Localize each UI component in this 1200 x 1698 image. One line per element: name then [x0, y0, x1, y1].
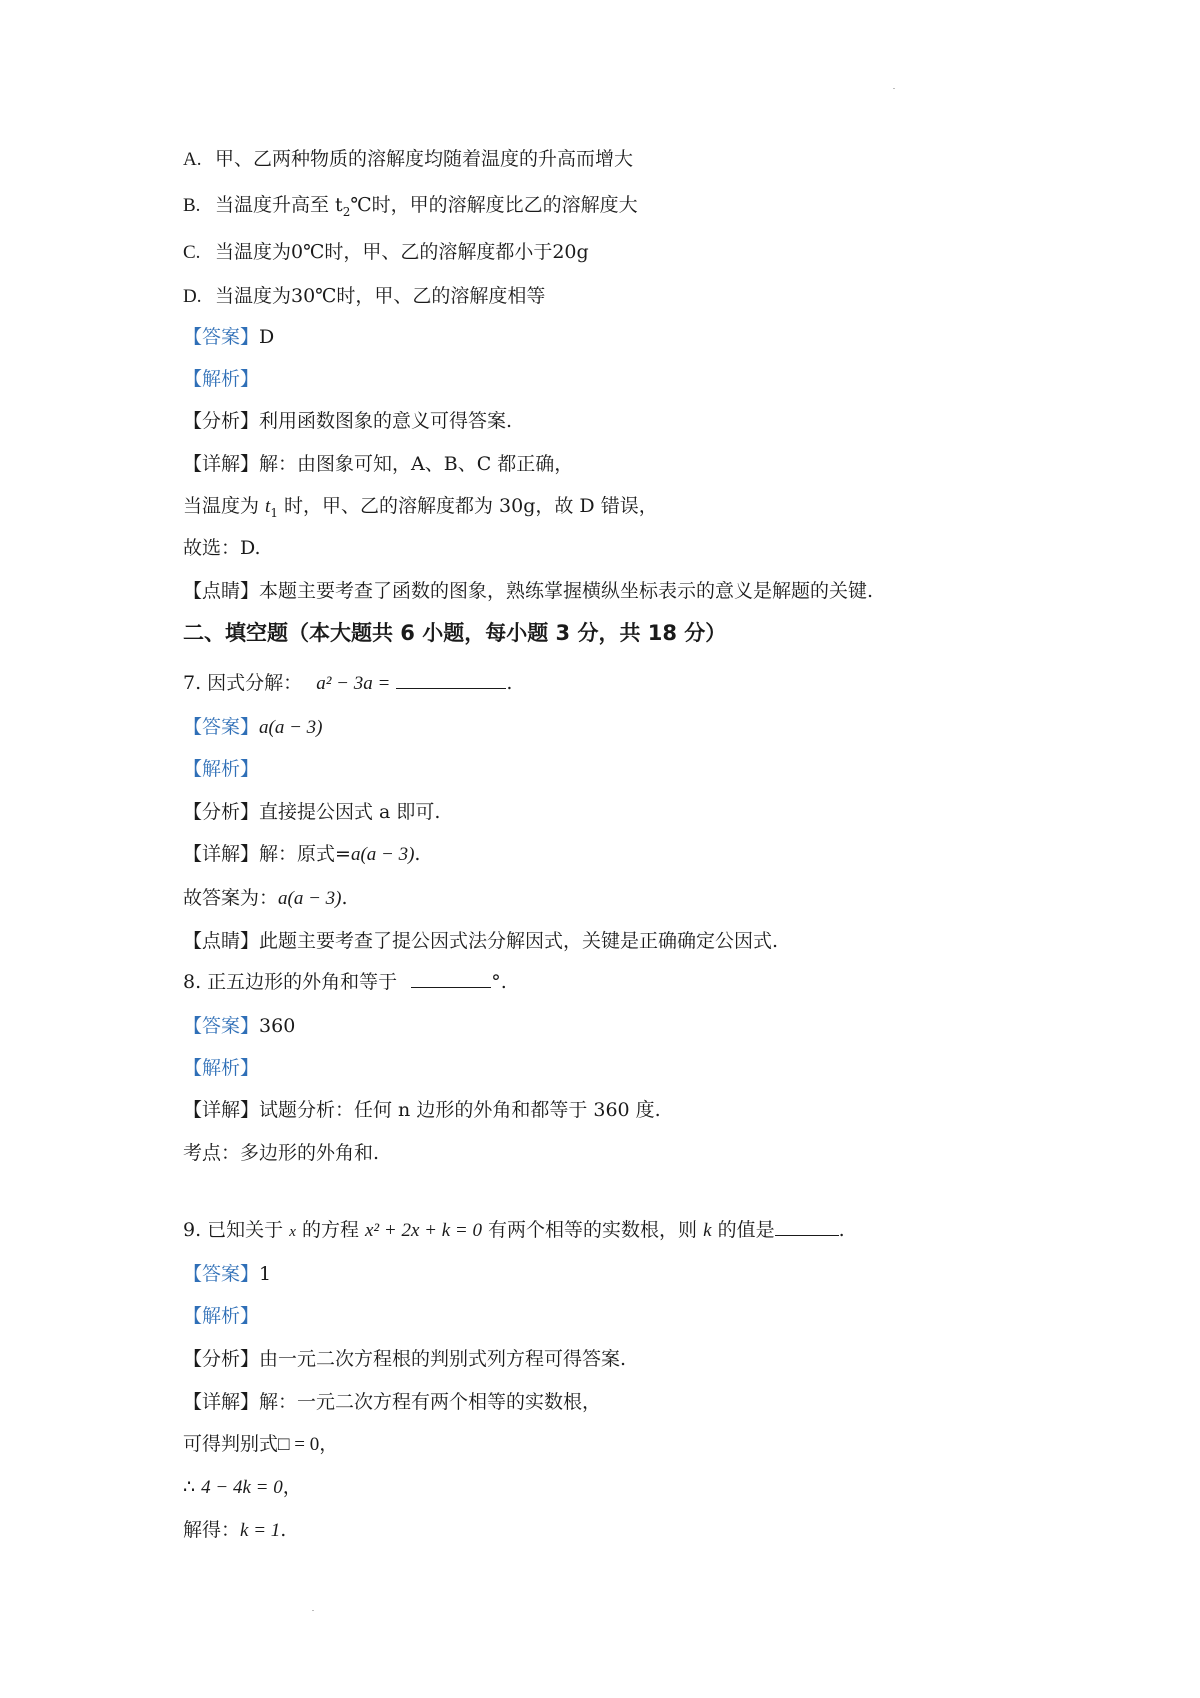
xiangjie-tag: 【详解】 [183, 843, 260, 865]
text: 可得判别式 [183, 1433, 279, 1455]
dianjing-text: 本题主要考查了函数的图象，熟练掌握横纵坐标表示的意义是解题的关键. [259, 580, 874, 602]
text: . [341, 887, 348, 909]
text: . [838, 1219, 845, 1241]
analysis-tag: 【解析】 [183, 1305, 260, 1327]
math-expression: a(a − 3) [278, 888, 342, 909]
q7-xiangjie [183, 841, 420, 868]
option-letter: D. [183, 286, 202, 307]
option-text: 当温度为0℃时，甲、乙的溶解度都小于20g [215, 241, 589, 263]
question-text: 9. 已知关于 [183, 1219, 284, 1241]
math-expression: k = 1 [240, 1520, 281, 1541]
q7-fenxi [183, 799, 440, 825]
fenxi-text: 直接提公因式 a 即可. [259, 801, 441, 823]
xiangjie-tag: 【详解】 [183, 1391, 260, 1413]
option-text-post: ℃时，甲的溶解度比乙的溶解度大 [350, 194, 638, 216]
answer-value: a(a − 3) [259, 717, 323, 738]
q8-answer [183, 1013, 295, 1039]
text: 故答案为： [183, 887, 279, 909]
subscript: 2 [342, 204, 351, 219]
analysis-tag: 【解析】 [183, 758, 260, 780]
q6-xiangjie [183, 451, 573, 477]
scan-speck [312, 1610, 314, 1611]
math-expression: 4 − 4k = 0 [201, 1477, 283, 1498]
answer-tag: 【答案】 [183, 1263, 260, 1285]
fenxi-text: 由一元二次方程根的判别式列方程可得答案. [259, 1348, 627, 1370]
option-text: 当温度为30℃时，甲、乙的溶解度相等 [215, 285, 546, 307]
text: 故选：D. [183, 537, 261, 559]
analysis-tag: 【解析】 [183, 1057, 260, 1079]
answer-value: 360 [259, 1015, 296, 1037]
option-letter: B. [183, 195, 201, 216]
text: 时，甲、乙的溶解度都为 30g，故 D 错误， [277, 495, 658, 517]
answer-blank [396, 670, 506, 689]
analysis-tag: 【解析】 [183, 368, 260, 390]
math-var: t [265, 496, 271, 517]
q7-answer [183, 714, 323, 741]
math-expression: x² + 2x + k = 0 [365, 1220, 482, 1241]
text: 考点：多边形的外角和. [183, 1142, 380, 1164]
q9-jiexi [183, 1303, 259, 1329]
q9-answer [183, 1261, 271, 1287]
q7-jiexi [183, 756, 259, 782]
q6-line2 [183, 493, 658, 526]
text: ， [319, 1433, 339, 1455]
question-text: 8. 正五边形的外角和等于 [183, 971, 398, 993]
xiangjie-tag: 【详解】 [183, 453, 260, 475]
q6-answer [183, 324, 274, 350]
option-text-pre: 当温度升高至 t [215, 194, 343, 216]
option-d [183, 283, 545, 310]
question-text: 7. 因式分解： [183, 672, 303, 694]
dianjing-tag: 【点睛】 [183, 580, 260, 602]
q8-xiangjie [183, 1097, 661, 1123]
q9-line4 [183, 1517, 286, 1544]
fenxi-tag: 【分析】 [183, 410, 260, 432]
question-text: 的方程 [301, 1219, 359, 1241]
xiangjie-text: 解：由图象可知，A、B、C 都正确， [259, 453, 574, 475]
q8-jiexi [183, 1055, 259, 1081]
math-var: x [289, 1224, 296, 1240]
q9-stem [183, 1217, 845, 1245]
option-letter: C. [183, 242, 201, 263]
math-expression: a² − 3a = [316, 673, 391, 694]
q9-fenxi [183, 1346, 626, 1372]
option-b [183, 192, 638, 225]
dianjing-tag: 【点睛】 [183, 930, 260, 952]
math-expression: a(a − 3) [350, 844, 415, 865]
q6-line3 [183, 535, 261, 561]
fenxi-text: 利用函数图象的意义可得答案. [259, 410, 513, 432]
fenxi-tag: 【分析】 [183, 1348, 260, 1370]
q9-xiangjie [183, 1389, 601, 1415]
q7-stem: 7. 因式分解： a² − 3a = . [183, 672, 513, 694]
text: 当温度为 [183, 495, 266, 517]
answer-value: D [259, 326, 275, 348]
question-text: 有两个相等的实数根，则 [488, 1219, 698, 1241]
q6-jiexi [183, 366, 259, 392]
text: 解：原式= [259, 843, 351, 865]
section-heading: 二、填空题（本大题共 6 小题，每小题 3 分，共 18 分） [183, 621, 727, 645]
question-text: 的值是 [717, 1219, 775, 1241]
option-letter: A. [183, 149, 202, 170]
q6-fenxi [183, 408, 512, 434]
dianjing-text: 此题主要考查了提公因式法分解因式，关键是正确确定公因式. [259, 930, 779, 952]
q9-line2 [183, 1431, 338, 1458]
q8-line2 [183, 1140, 379, 1166]
text: °. [491, 971, 507, 993]
answer-value: 1 [259, 1263, 272, 1285]
math-expression: □ = 0 [278, 1434, 320, 1455]
option-a [183, 146, 633, 173]
text: . [414, 843, 421, 865]
q6-dianjing [183, 578, 873, 604]
text: . [280, 1519, 287, 1541]
q7-dianjing [183, 928, 778, 954]
answer-blank [411, 969, 491, 988]
scan-speck [893, 88, 895, 89]
subscript: 1 [270, 505, 278, 520]
answer-blank [775, 1217, 839, 1236]
xiangjie-text: 试题分析：任何 n 边形的外角和都等于 360 度. [259, 1099, 661, 1121]
fenxi-tag: 【分析】 [183, 801, 260, 823]
q9-line3 [183, 1474, 302, 1501]
text: ， [282, 1476, 302, 1498]
xiangjie-text: 解：一元二次方程有两个相等的实数根， [259, 1391, 602, 1413]
text: ∴ [183, 1476, 202, 1498]
option-c [183, 239, 589, 266]
q7-line2 [183, 885, 348, 912]
math-var: k [703, 1220, 712, 1241]
answer-tag: 【答案】 [183, 716, 260, 738]
q8-stem [183, 969, 507, 995]
answer-tag: 【答案】 [183, 326, 260, 348]
answer-tag: 【答案】 [183, 1015, 260, 1037]
option-text: 甲、乙两种物质的溶解度均随着温度的升高而增大 [215, 148, 634, 170]
xiangjie-tag: 【详解】 [183, 1099, 260, 1121]
text: 解得： [183, 1519, 241, 1541]
